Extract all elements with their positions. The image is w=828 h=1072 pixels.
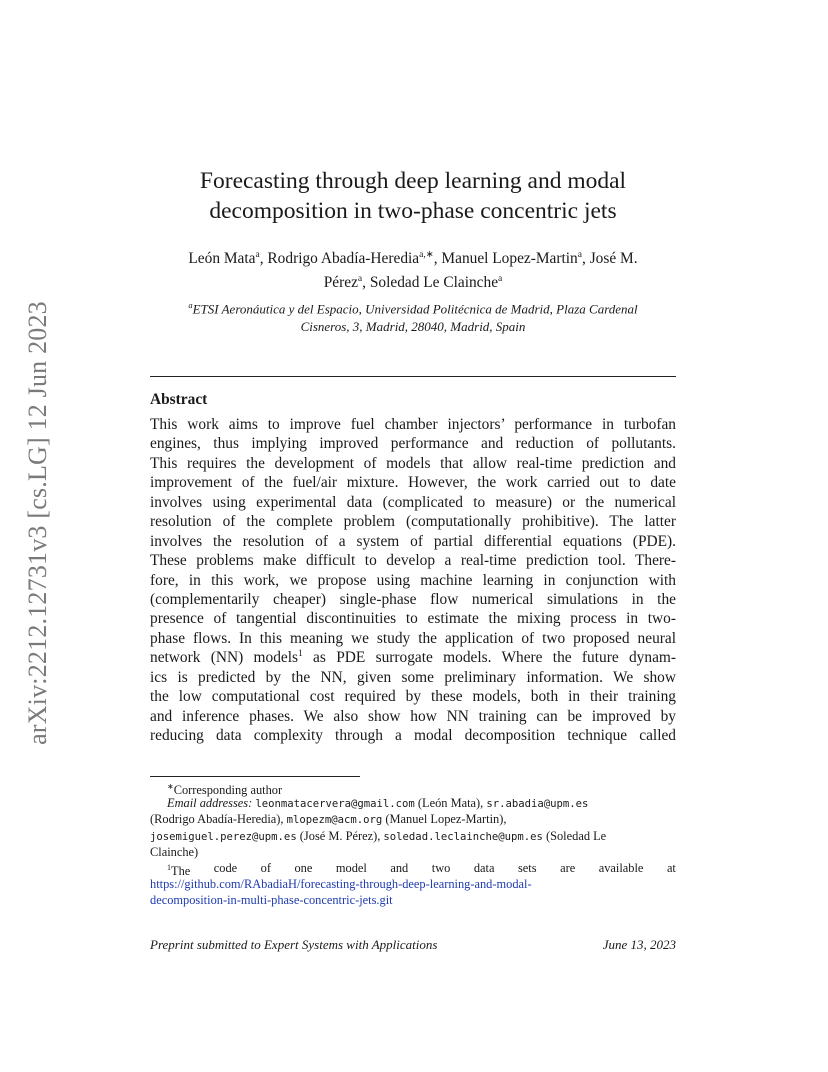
author-list: León Mata$^a$, Rodrigo Abadía-Heredia$^{a,∗}$, Manuel Lopez-Martin$^a$, José M. Pérez$^a$, Soledad Le Clainche$^a$ <box>188 250 638 292</box>
footnote-1-text: $^1$The code of one model and two data sets are available at <box>167 860 676 879</box>
email-link[interactable]: soledad.leclainche@upm.es <box>383 830 543 843</box>
footnote-ref[interactable]: 1 <box>298 649 303 660</box>
email-line-4: Clainche) <box>150 844 199 859</box>
footnote-divider <box>150 776 360 777</box>
paper-title <box>150 166 676 226</box>
abstract-line: This work aims to improve fuel chamber injectors’ performance in turbofan <box>150 416 676 433</box>
preprint-date: June 13, 2023 <box>602 937 676 952</box>
email-link[interactable]: mlopezm@acm.org <box>286 814 383 827</box>
preprint-notice: Preprint submitted to Expert Systems with Applications <box>150 937 438 952</box>
email-link[interactable]: sr.abadia@upm.es <box>486 798 589 811</box>
abstract-line: phase flows. In this meaning we study the application of two proposed neural <box>150 629 676 647</box>
abstract-line: involves the resolution of a system of partial differential equations (PDE). <box>150 532 676 550</box>
author-4-last: Pérez <box>323 274 358 292</box>
title-line-2: decomposition in two-phase concentric jets <box>209 198 617 224</box>
abstract-line: This requires the development of models that allow real-time prediction and <box>150 454 676 472</box>
affiliation-line-1: ETSI Aeronáutica y del Espacio, Universidad Politécnica de Madrid, Plaza Cardenal <box>192 301 638 317</box>
repository-link[interactable]: https://github.com/RAbadiaH/forecasting-through-deep-learning-and-modal- <box>150 877 532 892</box>
author-1: León Mata <box>188 250 256 268</box>
abstract-line: and inference phases. We also show how NN training can be improved by <box>150 707 676 725</box>
email-line-1: Email addresses: leonmatacervera@gmail.com (León Mata), sr.abadia@upm.es <box>167 796 589 811</box>
author-4-first: José M. <box>589 250 638 268</box>
footnotes <box>150 779 676 909</box>
arxiv-identifier-text: arXiv:2212.12731v3 [cs.LG] 12 Jun 2023 <box>23 301 52 745</box>
abstract-line: fore, in this work, we propose using machine learning in conjunction with <box>150 571 676 589</box>
affiliation-line-2: Cisneros, 3, Madrid, 28040, Madrid, Spain <box>300 319 526 335</box>
author-3: Manuel Lopez-Martin <box>441 250 578 268</box>
affiliation-mark: a <box>577 250 582 260</box>
abstract-line: These problems make difficult to develop a real-time prediction tool. There- <box>150 552 676 570</box>
affiliation-mark: a,∗ <box>419 250 434 260</box>
affiliation-mark: a <box>188 300 193 310</box>
email-link[interactable]: leonmatacervera@gmail.com <box>255 798 415 811</box>
affiliation-mark: a <box>255 250 260 260</box>
email-label: Email addresses: <box>167 796 253 811</box>
abstract-line: ics is predicted by the NN, given some preliminary information. We show <box>150 668 676 686</box>
abstract-line: improvement of the fuel/air mixture. However, the work carried out to date <box>150 474 676 492</box>
affiliation-mark: a <box>498 274 503 285</box>
author-2: Rodrigo Abadía-Heredia <box>267 250 420 268</box>
email-line-3: josemiguel.perez@upm.es (José M. Pérez), soledad.leclainche@upm.es (Soledad Le <box>150 828 607 843</box>
title-line-1: Forecasting through deep learning and modal <box>199 168 627 194</box>
abstract-line: involves using experimental data (complicated to measure) or the numerical <box>150 493 676 511</box>
abstract-body <box>150 415 676 745</box>
abstract-line: engines, thus implying improved performance and reduction of pollutants. <box>150 435 676 453</box>
email-link[interactable]: josemiguel.perez@upm.es <box>150 830 297 843</box>
arxiv-identifier-stamp <box>16 288 60 758</box>
abstract-line: reducing data complexity through a modal decomposition technique called <box>150 727 676 744</box>
abstract-line: resolution of the complete problem (computationally prohibitive). The latter <box>150 513 676 531</box>
header-divider <box>150 376 676 377</box>
corresponding-author-note: ∗Corresponding author <box>167 782 283 798</box>
author-5: Soledad Le Clainche <box>369 274 499 292</box>
abstract-line: the low computational cost required by these models, both in their training <box>150 688 676 706</box>
affiliation-mark: a <box>357 274 363 285</box>
abstract-heading: Abstract <box>150 391 208 408</box>
abstract-line: (complementarily cheaper) single-phase flow numerical simulations in the <box>150 590 676 608</box>
email-line-2: (Rodrigo Abadía-Heredia), mlopezm@acm.org (Manuel Lopez-Martin), <box>150 812 507 827</box>
abstract-line: presence of tangential discontinuities to estimate the mixing process in two- <box>150 610 676 628</box>
abstract-line-with-footnote: network (NN) models$^1$ as PDE surrogate models. Where the future dynam- <box>150 649 676 667</box>
affiliation <box>150 296 676 336</box>
repository-link[interactable]: decomposition-in-multi-phase-concentric-jets.git <box>150 893 393 908</box>
footnote-mark: 1 <box>167 862 171 872</box>
